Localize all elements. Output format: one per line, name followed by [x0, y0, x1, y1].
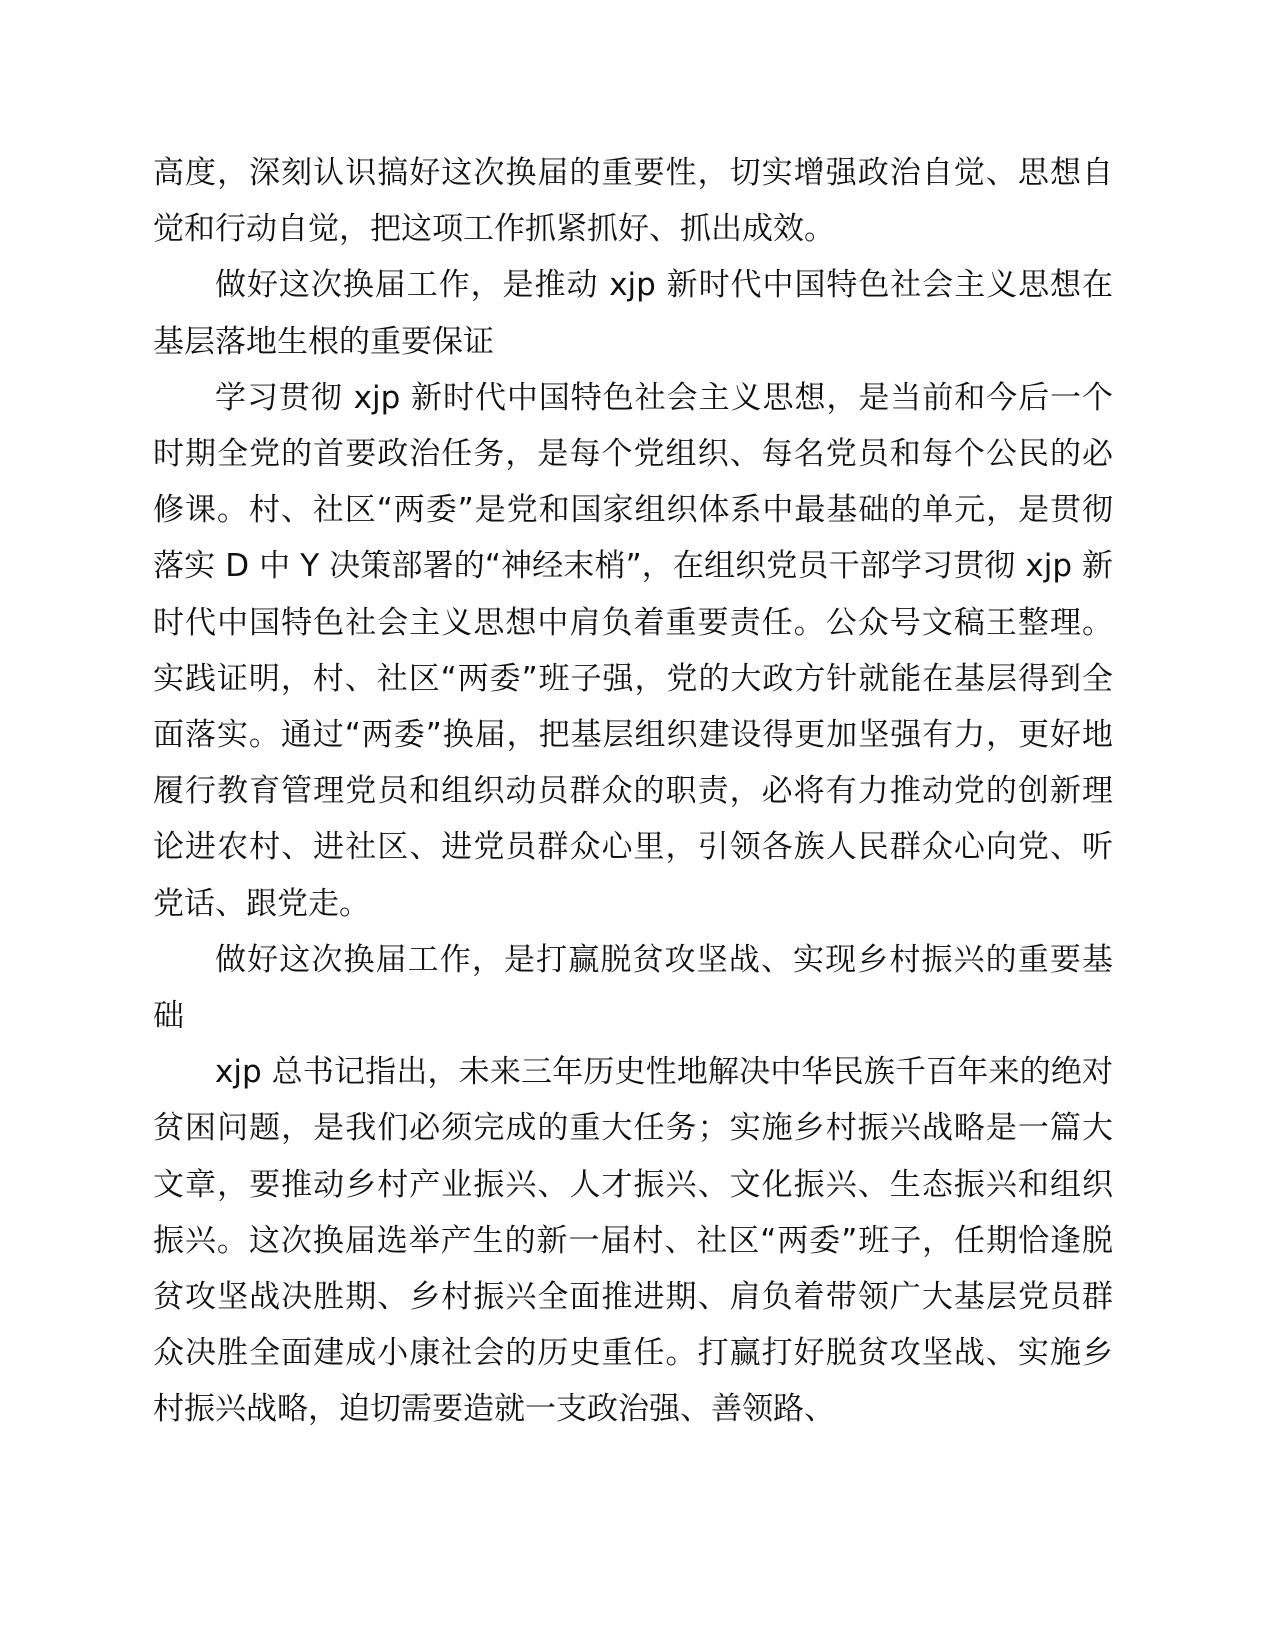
paragraph-heading-poverty: 做好这次换届工作，是打赢脱贫攻坚战、实现乡村振兴的重要基础 — [153, 941, 1113, 1035]
paragraph-heading-theory: 做好这次换届工作，是推动 xjp 新时代中国特色社会主义思想在基层落地生根的重要保证 — [153, 267, 1113, 360]
document-body — [153, 145, 1113, 1438]
paragraph-poverty-body: xjp 总书记指出，未来三年历史性地解决中华民族千百年来的绝对贫困问题，是我们必须完成的重大任务；实施乡村振兴战略是一篇大文章，要推动乡村产业振兴、人才振兴、文化振兴、生态振兴和组织振兴。这次换届选举产生的新一届村、社区“两委”班子，任期恰逢脱贫攻坚战决胜期、乡村振兴全面推进期、肩负着带领广大基层党员群众决胜全面建成小康社会的历史重任。打赢打好脱贫攻坚战、实施乡村振兴战略，迫切需要造就一支政治强、善领路、 — [153, 1054, 1113, 1428]
paragraph-continuation: 高度，深刻认识搞好这次换届的重要性，切实增强政治自觉、思想自觉和行动自觉，把这项工作抓紧抓好、抓出成效。 — [153, 155, 1113, 248]
paragraph-theory-body: 学习贯彻 xjp 新时代中国特色社会主义思想，是当前和今后一个时期全党的首要政治任务，是每个党组织、每名党员和每个公民的必修课。村、社区“两委”是党和国家组织体系中最基础的单元，是贯彻落实 D 中 Y 决策部署的“神经末梢”，在组织党员干部学习贯彻 xjp 新时代中国特色社会主义思想中肩负着重要责任。公众号文稿王整理。实践证明，村、社区“两委”班子强，党的大政方针就能在基层得到全面落实。通过“两委”换届，把基层组织建设得更加坚强有力，更好地履行教育管理党员和组织动员群众的职责，必将有力推动党的创新理论进农村、进社区、进党员群众心里，引领各族人民群众心向党、听党话、跟党走。 — [153, 379, 1113, 922]
